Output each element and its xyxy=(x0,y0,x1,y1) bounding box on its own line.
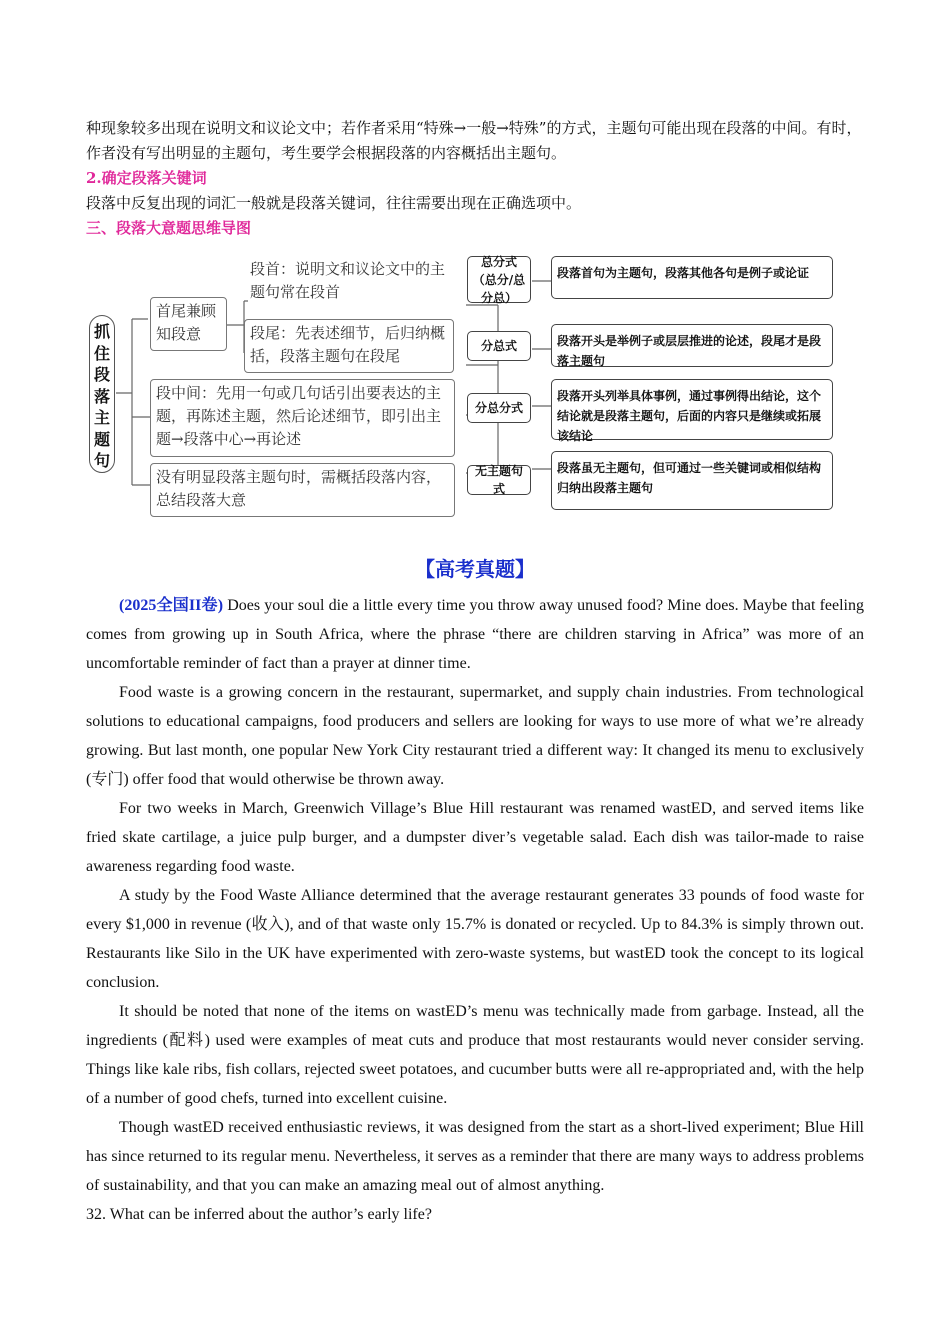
heading-mindmap: 三、段落大意题思维导图 xyxy=(86,219,252,237)
type-label-specific-general: 分总式 xyxy=(467,331,531,361)
branch-paragraph-middle: 段中间：先用一句或几句话引出要表达的主题，再陈述主题，然后论述细节，即引出主题→段落中心→再论述 xyxy=(150,379,455,457)
passage-source: (2025全国II卷) xyxy=(119,597,224,614)
type-desc-general-specific: 段落首句为主题句，段落其他各句是例子或论证 xyxy=(551,256,833,299)
mind-map xyxy=(86,253,864,515)
document-page xyxy=(86,116,864,1229)
type-desc-specific-general-specific: 段落开头列举具体事例，通过事例得出结论，这个结论就是段落主题句，后面的内容只是继续或拓展该结论 xyxy=(551,379,833,440)
mind-map-root: 抓 住 段 落 主 题 句 xyxy=(89,315,115,473)
section-title: 【高考真题】 xyxy=(415,557,535,581)
branch-head-tail-label: 首尾兼顾知段意 xyxy=(150,297,227,351)
passage-paragraph-2: Food waste is a growing concern in the restaurant, supermarket, and supply chain industries. From technological solutions to educational campaigns, food producers and sellers are looking for ways to use more of what we’re already growing. But last month, one popular New York City restaurant tried a different way: It changed its menu to exclusively (专门) offer food that would otherwise be thrown away. xyxy=(86,684,864,788)
passage-paragraph-6: Though wastED received enthusiastic reviews, it was designed from the start as a short-lived experiment; Blue Hill has since returned to its regular menu. Nevertheless, it serves as a reminder that there are many ways to address problems of sustainability, and that you can make an amazing meal out of almost anything. xyxy=(86,1119,864,1194)
passage-paragraph-1: (2025全国II卷) Does your soul die a little every time you throw away unused food? Mine does. Maybe that feeling comes from growing up in South Africa, where the phrase “there are children starving in Africa” was more of an uncomfortable reminder of fact than a prayer at dinner time. xyxy=(86,597,864,672)
question-32: 32. What can be inferred about the author’s early life? xyxy=(86,1206,432,1223)
passage-paragraph-5: It should be noted that none of the items on wastED’s menu was technically made from garbage. Instead, all the ingredients (配料) used were examples of meat cuts and produce that most restaurants would never consider serving. Things like kale ribs, fish collars, rejected sweet potatoes, and cucumber butts were all re-appropriated and, with the help of a number of good chefs, turned into excellent cuisine. xyxy=(86,1003,864,1107)
keywords-paragraph: 段落中反复出现的词汇一般就是段落关键词，往往需要出现在正确选项中。 xyxy=(86,194,582,212)
branch-paragraph-start: 段首：说明文和议论文中的主题句常在段首 xyxy=(250,260,446,301)
passage-paragraph-3: For two weeks in March, Greenwich Village’s Blue Hill restaurant was renamed wastED, and served items like fried skate cartilage, a juice pulp burger, and a dumpster diver’s vegetable salad. Each dish was tailor-made to raise awareness regarding food waste. xyxy=(86,800,864,875)
type-desc-no-topic: 段落虽无主题句，但可通过一些关键词或相似结构归纳出段落主题句 xyxy=(551,451,833,510)
type-desc-specific-general: 段落开头是举例子或层层推进的论述，段尾才是段落主题句 xyxy=(551,324,833,367)
heading-keywords: 2.确定段落关键词 xyxy=(86,169,207,187)
passage-paragraph-4: A study by the Food Waste Alliance determined that the average restaurant generates 33 pounds of food waste for every $1,000 in revenue (收入), and of that waste only 15.7% is donated or recycled. Up to 84.3% is simply thrown out. Restaurants like Silo in the UK have experimented with zero-waste systems, but wastED took the concept to its logical conclusion. xyxy=(86,887,864,991)
branch-no-topic: 没有明显段落主题句时，需概括段落内容，总结段落大意 xyxy=(150,463,455,517)
type-label-no-topic: 无主题句式 xyxy=(467,465,531,495)
type-label-general-specific: 总分式（总分/总分总） xyxy=(467,256,531,303)
type-label-specific-general-specific: 分总分式 xyxy=(467,393,531,423)
branch-paragraph-end: 段尾：先表述细节，后归纳概括，段落主题句在段尾 xyxy=(244,319,454,373)
intro-paragraph: 种现象较多出现在说明文和议论文中；若作者采用“特殊→一般→特殊”的方式，主题句可能出现在段落的中间。有时，作者没有写出明显的主题句，考生要学会根据段落的内容概括出主题句。 xyxy=(86,119,862,162)
